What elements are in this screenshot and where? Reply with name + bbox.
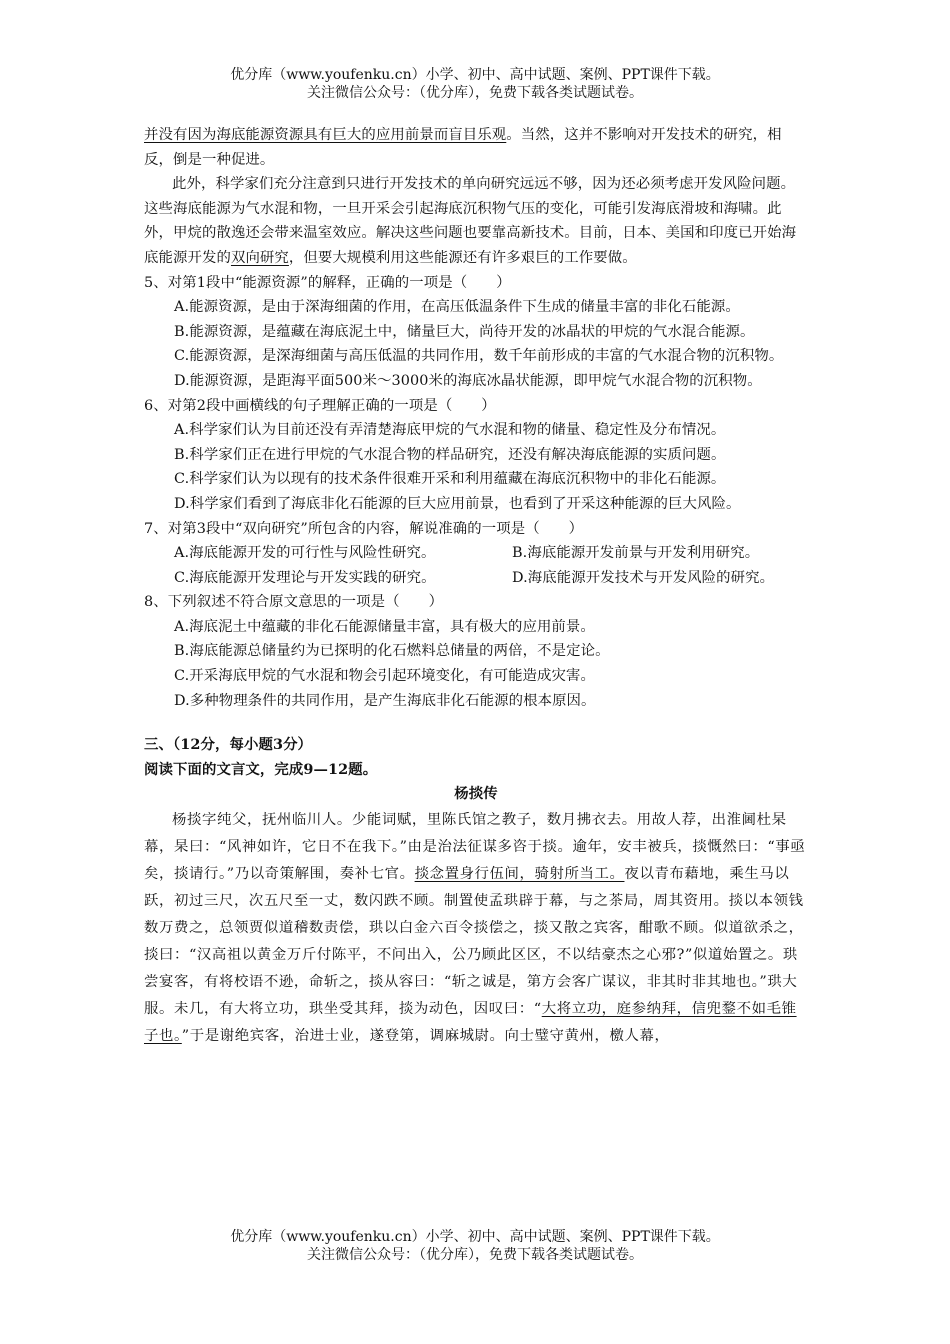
passage-paragraph-2: 此外，科学家们充分注意到只进行开发技术的单向研究远远不够，因为还必须考虑开发风险问题。这些海底能源为气水混和物，一旦开采会引起海底沉积物气压的变化，可能引发海底滑坡和海啸。此外，甲烷的散逸还会带来温室效应。解决这些问题也要靠高新技术。目前，日本、美国和印度已开始海底能源开发的双向研究，但要大规模利用这些能源还有许多艰巨的工作要做。 [144, 176, 797, 266]
underlined-term: 双向研究 [230, 249, 289, 266]
underlined-sentence: 并没有因为海底能源资源具有巨大的应用前景而盲目乐观 [144, 127, 507, 143]
question-8-option-b: B.海底能源总储量约为已探明的化石燃料总储量的两倍，不是定论。 [174, 643, 610, 660]
header-line-2: 关注微信公众号：（优分库），免费下载各类试题试卷。 [307, 85, 643, 101]
question-6-option-d: D.科学家们看到了海底非化石能源的巨大应用前景，也看到了开采这种能源的巨大风险。 [174, 495, 741, 512]
question-8-option-c: C.开采海底甲烷的气水混和物会引起环境变化，有可能造成灾害。 [174, 668, 596, 685]
question-7-options-row-2 [144, 566, 808, 591]
underlined-sentence-2: 大将立功，庭参纳拜，信兜鍪不如毛锥子也。 [144, 1001, 797, 1045]
page-footer [0, 1228, 950, 1264]
underlined-sentence-1: 掞念置身行伍间，骑射所当工。 [414, 866, 625, 883]
document-body [144, 123, 808, 1050]
question-5-option-c: C.能源资源，是深海细菌与高压低温的共同作用，数千年前形成的丰富的气水混合物的沉积物。 [174, 348, 784, 365]
question-7-option-b: B.海底能源开发前景与开发利用研究。 [512, 545, 760, 562]
question-8-option-d: D.多种物理条件的共同作用，是产生海底非化石能源的根本原因。 [174, 692, 596, 709]
classical-text-body: 杨掞字纯父，抚州临川人。少能词赋，里陈氏馆之教子，数月拂衣去。用故人荐，出淮阃杜杲幕，杲曰：“风神如许，它日不在我下。”由是治法征谋多咨于掞。逾年，安丰被兵，掞慨然曰：“事亟矣，掞请行。”乃以奇策解围，奏补七官。掞念置身行伍间，骑射所当工。夜以青布藉地，乘生马以跃，初过三尺，次五尺至一丈，数闪跌不顾。制置使孟珙辟于幕，与之茶局，周其资用。掞以本领钱数万费之，总领贾似道稽数责偿，珙以白金六百令掞偿之，掞又散之宾客，酣歌不顾。似道欲杀之，掞曰：“汉高祖以黄金万斤付陈平，不问出入，公乃顾此区区，不以结豪杰之心邪?”似道始置之。珙尝宴客，有将校语不逊，命斩之，掞从容曰：“斩之诚是，第方会客广谋议，非其时非其地也。”珙大服。未几，有大将立功，珙坐受其拜，掞为动色，因叹曰：“大将立功，庭参纳拜，信兜鍪不如毛锥子也。”于是谢绝宾客，治进士业，遂登第，调麻城尉。向士璧守黄州，檄人幕， [144, 812, 806, 1045]
question-5-option-a: A.能源资源，是由于深海细菌的作用，在高压低温条件下生成的储量丰富的非化石能源。 [174, 299, 740, 316]
question-6-option-a: A.科学家们认为目前还没有弄清楚海底甲烷的气水混和物的储量、稳定性及分布情况。 [174, 422, 726, 439]
question-7-option-c: C.海底能源开发理论与开发实践的研究。 [174, 569, 436, 586]
question-8-option-a: A.海底泥土中蕴藏的非化石能源储量丰富，具有极大的应用前景。 [174, 618, 595, 635]
passage-paragraph-1: 并没有因为海底能源资源具有巨大的应用前景而盲目乐观。当然，这并不影响对开发技术的研究，相反，倒是一种促进。 [144, 127, 782, 168]
footer-line-2: 关注微信公众号：（优分库），免费下载各类试题试卷。 [307, 1247, 643, 1263]
classical-text-title: 杨掞传 [454, 785, 498, 803]
question-5-option-d: D.能源资源，是距海平面500米～3000米的海底冰晶状能源，即甲烷气水混合物的沉积物。 [174, 372, 762, 389]
question-7-stem: 7、对第3段中“双向研究”所包含的内容，解说准确的一项是（ ） [144, 520, 584, 537]
page-header [0, 66, 950, 102]
question-6-stem: 6、对第2段中画横线的句子理解正确的一项是（ ） [144, 397, 496, 414]
question-5-stem: 5、对第1段中“能源资源”的解释，正确的一项是（ ） [144, 274, 511, 291]
section-3-instruction: 阅读下面的文言文，完成9—12题。 [144, 760, 378, 778]
question-7-option-a: A.海底能源开发的可行性与风险性研究。 [174, 545, 436, 562]
section-3-heading: 三、（12分，每小题3分） [144, 736, 313, 754]
question-6-option-c: C.科学家们认为以现有的技术条件很难开采和利用蕴藏在海底沉积物中的非化石能源。 [174, 471, 726, 488]
header-line-1: 优分库（www.youfenku.cn）小学、初中、高中试题、案例、PPT课件下载。 [230, 67, 720, 83]
question-8-stem: 8、下列叙述不符合原文意思的一项是（ ） [144, 594, 444, 611]
question-5-option-b: B.能源资源，是蕴藏在海底泥土中，储量巨大，尚待开发的冰晶状的甲烷的气水混合能源。 [174, 323, 755, 340]
question-7-option-d: D.海底能源开发技术与开发风险的研究。 [512, 569, 775, 586]
footer-line-1: 优分库（www.youfenku.cn）小学、初中、高中试题、案例、PPT课件下载。 [230, 1229, 720, 1245]
question-6-option-b: B.科学家们正在进行甲烷的气水混合物的样品研究，还没有解决海底能源的实质问题。 [174, 446, 726, 463]
question-7-options-row-1 [144, 541, 808, 566]
